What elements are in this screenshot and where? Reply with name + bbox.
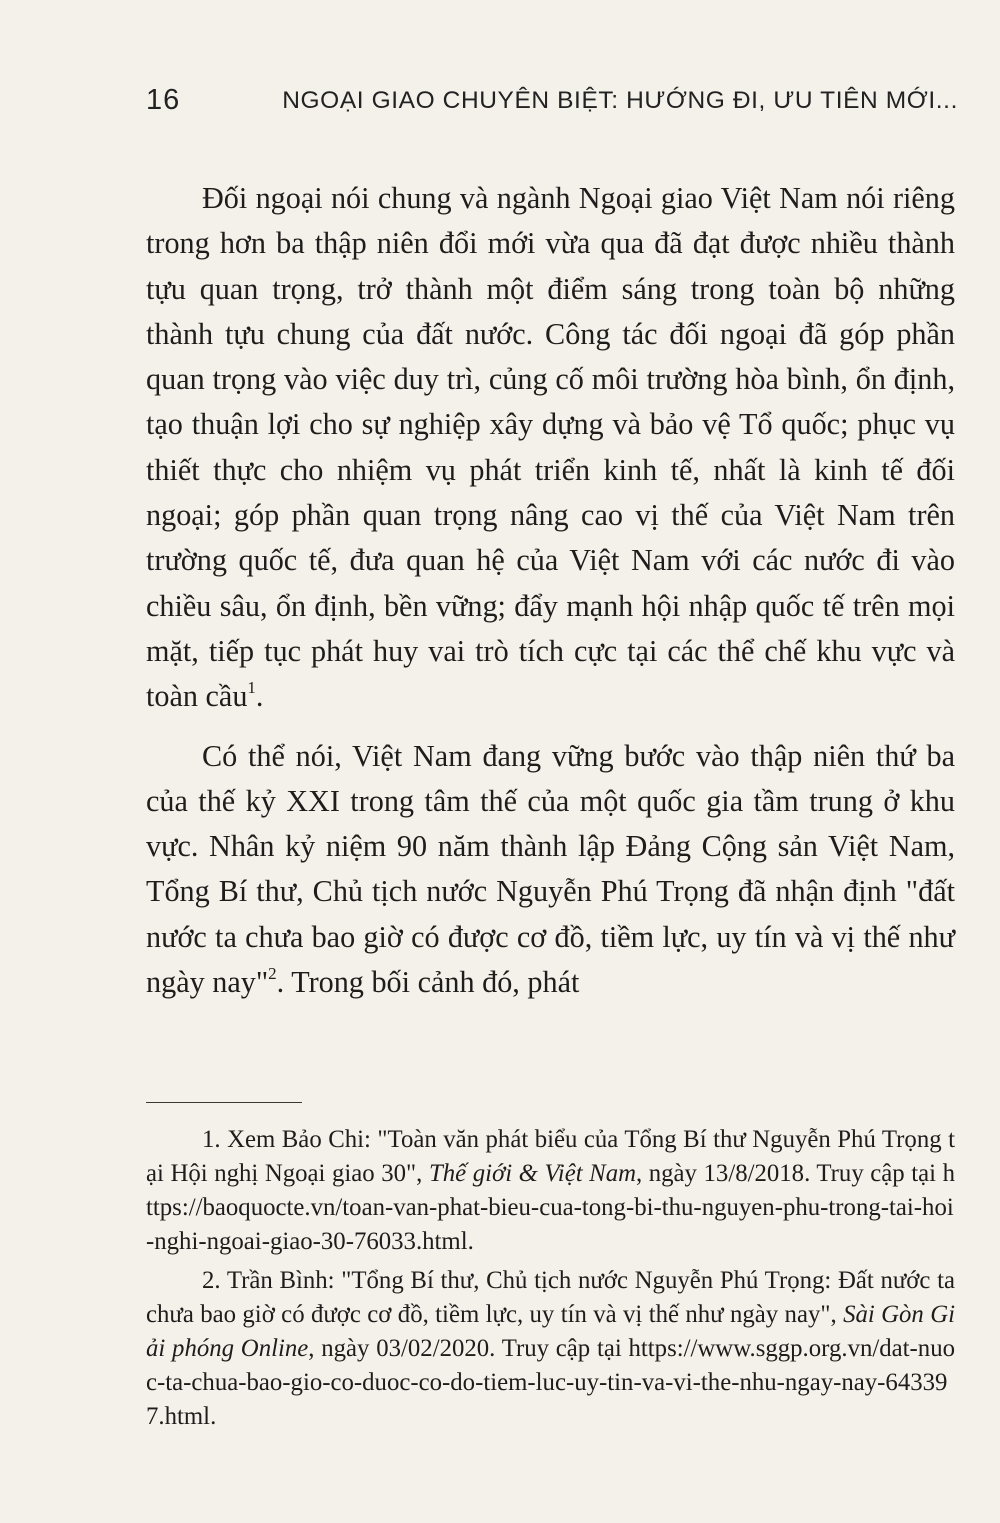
footnote-1 [146,1123,955,1259]
paragraph-2 [146,734,955,1006]
running-title: NGOẠI GIAO CHUYÊN BIỆT: HƯỚNG ĐI, ƯU TIÊN MỚI... [282,87,958,114]
footnote-2-text-b: , ngày 03/02/2020. Truy cập tại https://www.sggp.org.vn/dat-nuoc-ta-chua-bao-gio-co-duoc-co-do-tiem-luc-uy-tin-va-vi-the-nhu-ngay-nay-643397.html. [146,1335,955,1430]
footnote-1-source: Thế giới & Việt Nam [428,1160,636,1187]
paragraph-1-text: Đối ngoại nói chung và ngành Ngoại giao Việt Nam nói riêng trong hơn ba thập niên đổi mới vừa qua đã đạt được nhiều thành tựu quan trọng, trở thành một điểm sáng trong toàn bộ những thành tựu chung của đất nước. Công tác đối ngoại đã góp phần quan trọng vào việc duy trì, củng cố môi trường hòa bình, ổn định, tạo thuận lợi cho sự nghiệp xây dựng và bảo vệ Tổ quốc; phục vụ thiết thực cho nhiệm vụ phát triển kinh tế, nhất là kinh tế đối ngoại; góp phần quan trọng nâng cao vị thế của Việt Nam trên trường quốc tế, đưa quan hệ của Việt Nam với các nước đi vào chiều sâu, ổn định, bền vững; đẩy mạnh hội nhập quốc tế trên mọi mặt, tiếp tục phát huy vai trò tích cực tại các thể chế khu vực và toàn cầu [146,181,955,714]
footnote-ref-2: 2 [268,963,277,983]
footnote-ref-1: 1 [247,678,256,698]
footnote-2 [146,1264,955,1434]
footnotes [146,1123,955,1434]
paragraph-1 [146,176,955,720]
paragraph-2-text-a: Có thể nói, Việt Nam đang vững bước vào thập niên thứ ba của thế kỷ XXI trong tâm thế của một quốc gia tầm trung ở khu vực. Nhân kỷ niệm 90 năm thành lập Đảng Cộng sản Việt Nam, Tổng Bí thư, Chủ tịch nước Nguyễn Phú Trọng đã nhận định "đất nước ta chưa bao giờ có được cơ đồ, tiềm lực, uy tín và vị thế như ngày nay" [146,738,955,1000]
paragraph-1-end: . [255,679,264,714]
footnote-1-text-b: , ngày 13/8/2018. Truy cập tại https://baoquocte.vn/toan-van-phat-bieu-cua-tong-bi-thu-nguyen-phu-trong-tai-hoi-nghi-ngoai-giao-30-76033.html. [146,1160,955,1255]
main-text [146,176,955,1005]
page-number: 16 [146,84,181,116]
footnote-2-text-a: 2. Trần Bình: "Tổng Bí thư, Chủ tịch nước Nguyễn Phú Trọng: Đất nước ta chưa bao giờ có được cơ đồ, tiềm lực, uy tín và vị thế như ngày nay", [146,1267,955,1328]
footnote-2-source: Sài Gòn Giải phóng Online [146,1301,956,1362]
footnote-divider [146,1102,302,1103]
running-header [146,84,958,124]
footnote-1-text-a: 1. Xem Bảo Chi: "Toàn văn phát biểu của Tổng Bí thư Nguyễn Phú Trọng tại Hội nghị Ngoại giao 30", [146,1126,955,1187]
paragraph-2-text-b: . Trong bối cảnh đó, phát [276,965,580,1000]
